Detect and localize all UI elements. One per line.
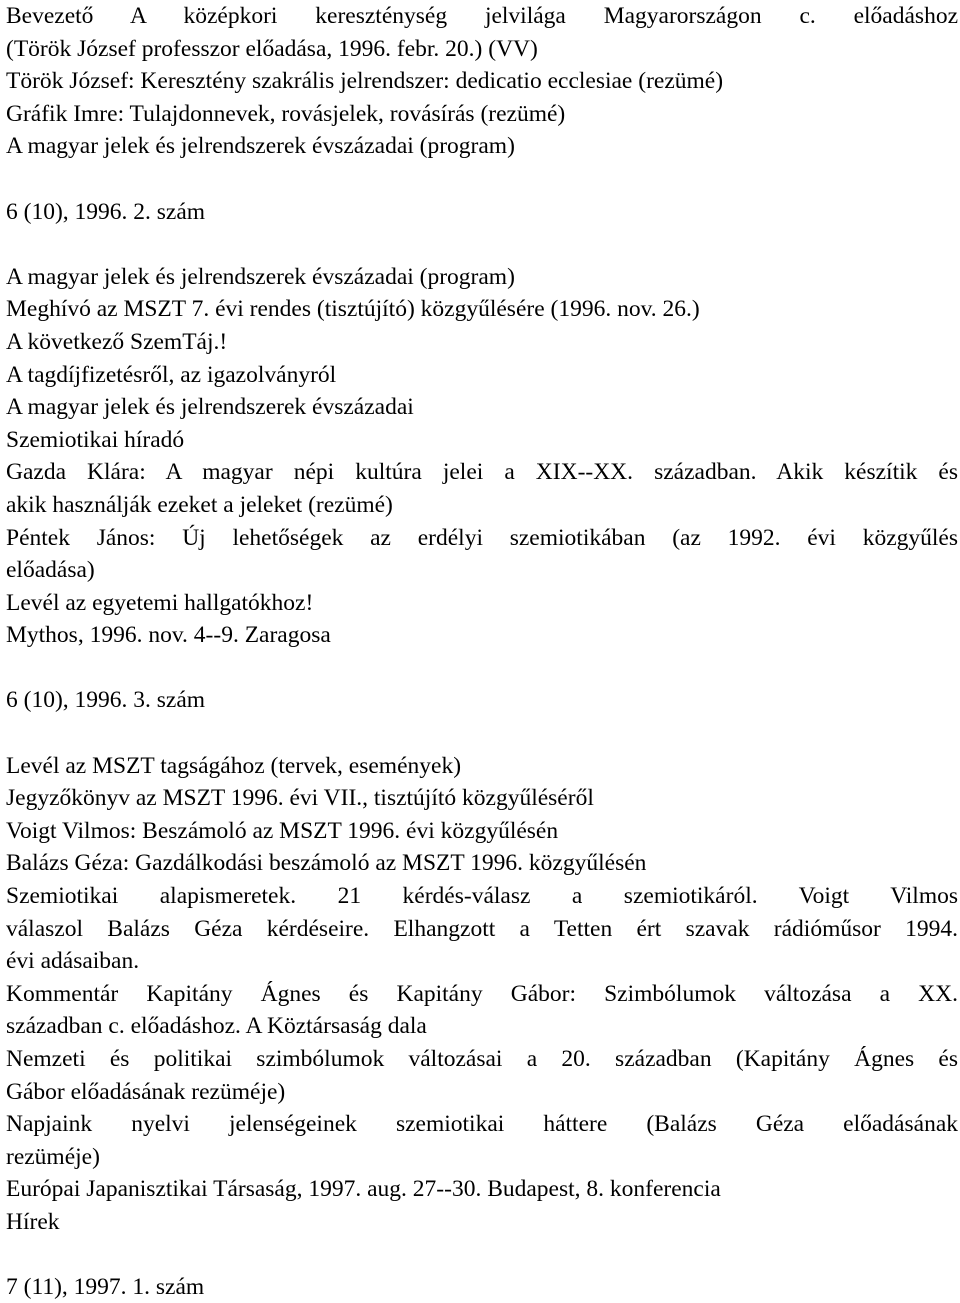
text-line: Kommentár Kapitány Ágnes és Kapitány Gábor: Szimbólumok változása a XX. [6, 980, 958, 1007]
blank-line [6, 717, 958, 750]
text-line: Török József: Keresztény szakrális jelrendszer: dedicatio ecclesiae (rezümé) [6, 68, 724, 95]
text-line: Voigt Vilmos: Beszámoló az MSZT 1996. évi közgyűlésén [6, 817, 559, 844]
text-line: A magyar jelek és jelrendszerek évszázadai (program) [6, 133, 515, 160]
text-line: válaszol Balázs Géza kérdéseire. Elhangzott a Tetten ért szavak rádióműsor 1994. [6, 915, 958, 942]
text-line: Nemzeti és politikai szimbólumok változásai a 20. században (Kapitány Ágnes és [6, 1046, 958, 1072]
blank-line [6, 228, 958, 261]
text-line: Jegyzőkönyv az MSZT 1996. évi VII., tisztújító közgyűléséről [6, 785, 594, 812]
text-line: A magyar jelek és jelrendszerek évszázadai [6, 394, 414, 421]
text-line: Gazda Klára: A magyar népi kultúra jelei a XIX--XX. században. Akik készítik és [6, 459, 958, 486]
text-line: Balázs Géza: Gazdálkodási beszámoló az MSZT 1996. közgyűlésén [6, 850, 647, 877]
text-line: Szemiotikai alapismeretek. 21 kérdés-válasz a szemiotikáról. Voigt Vilmos [6, 883, 958, 910]
text-line: 6 (10), 1996. 3. szám [6, 687, 206, 714]
blank-line [6, 1239, 958, 1272]
text-line: Meghívó az MSZT 7. évi rendes (tisztújító) közgyűlésére (1996. nov. 26.) [6, 296, 700, 323]
text-line: Szemiotikai híradó [6, 426, 185, 453]
document-page [6, 0, 958, 1303]
text-line: A magyar jelek és jelrendszerek évszázadai (program) [6, 263, 515, 290]
blank-line [6, 163, 958, 196]
text-line: Levél az egyetemi hallgatókhoz! [6, 589, 314, 616]
text-line: Európai Japanisztikai Társaság, 1997. aug. 27--30. Budapest, 8. konferencia [6, 1176, 721, 1203]
text-line: akik használják ezeket a jeleket (rezümé) [6, 491, 393, 518]
text-line: Bevezető A középkori kereszténység jelvilága Magyarországon c. előadáshoz [6, 3, 958, 29]
text-line: évi adásaiban. [6, 948, 140, 975]
text-line: Levél az MSZT tagságához (tervek, események) [6, 752, 462, 779]
text-line: előadása) [6, 557, 95, 584]
text-line: rezüméje) [6, 1143, 100, 1170]
text-line: Péntek János: Új lehetőségek az erdélyi szemiotikában (az 1992. évi közgyűlés [6, 524, 958, 551]
text-line: Napjaink nyelvi jelenségeinek szemiotikai háttere (Balázs Géza előadásának [6, 1111, 958, 1138]
blank-line [6, 652, 958, 685]
text-line: Hírek [6, 1208, 60, 1235]
text-line: Gráfik Imre: Tulajdonnevek, rovásjelek, rovásírás (rezümé) [6, 100, 566, 127]
text-line: Gábor előadásának rezüméje) [6, 1078, 286, 1105]
text-line: A tagdíjfizetésről, az igazolványról [6, 361, 337, 388]
text-line: Mythos, 1996. nov. 4--9. Zaragosa [6, 622, 331, 649]
text-line: (Török József professzor előadása, 1996. febr. 20.) (VV) [6, 35, 538, 62]
text-line: 7 (11), 1997. 1. szám [6, 1274, 205, 1301]
text-line: században c. előadáshoz. A Köztársaság dala [6, 1013, 427, 1040]
text-line: 6 (10), 1996. 2. szám [6, 198, 206, 225]
text-line: A következő SzemTáj.! [6, 328, 228, 355]
